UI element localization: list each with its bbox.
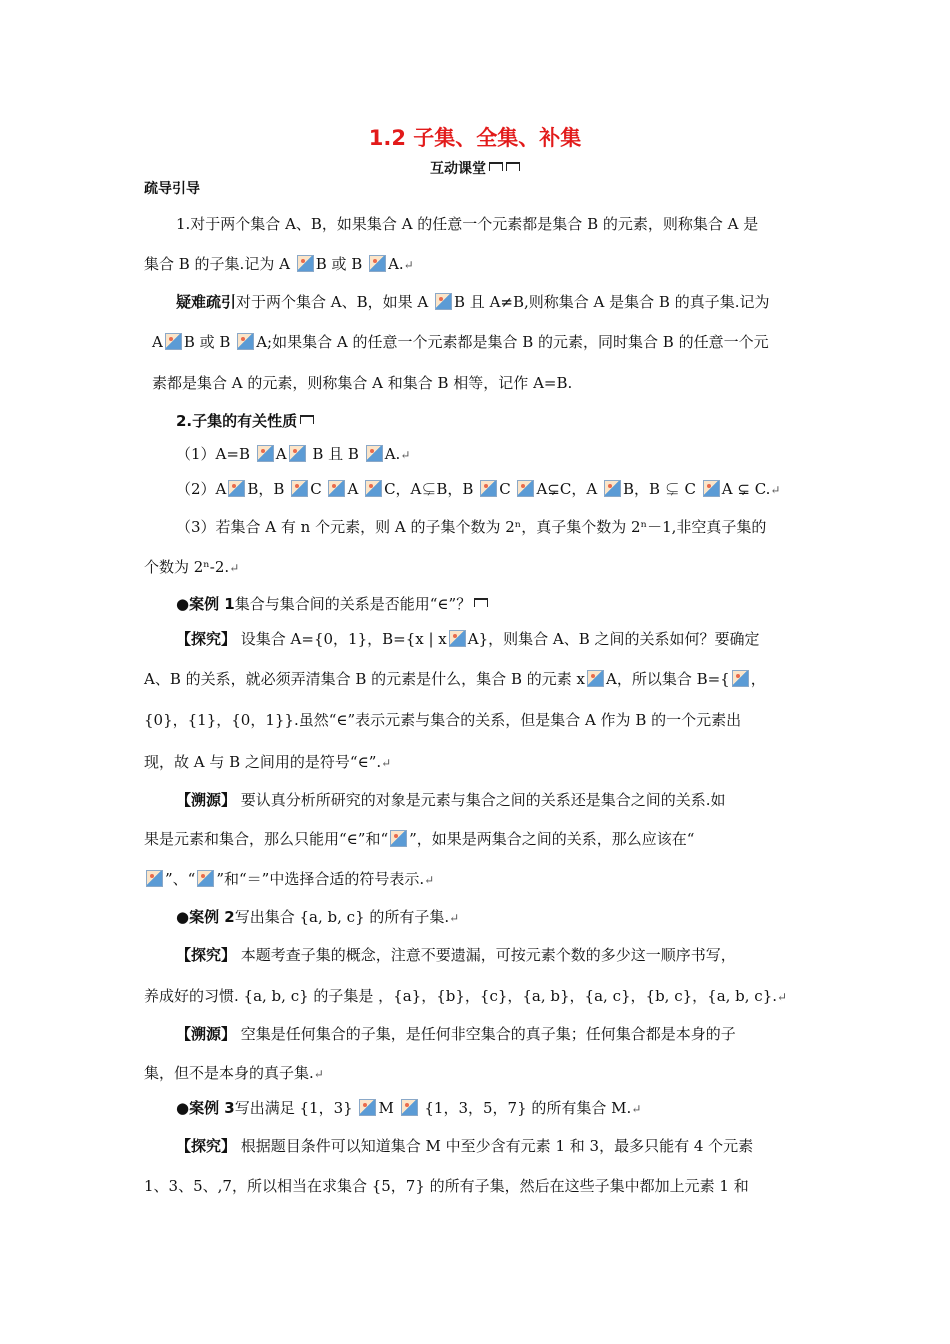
symbol-image-icon: [228, 480, 245, 497]
paragraph-line: 集，但不是本身的真子集.↵: [144, 1064, 324, 1082]
symbol-image-icon: [257, 445, 274, 462]
paragraph-line: {0}，{1}，{0，1}}.虽然“∈”表示元素与集合的关系，但是集合 A 作为 B 的一个元素出: [144, 711, 742, 729]
proper-subset-image-icon: [359, 1099, 376, 1116]
proper-subset-image-icon: [165, 333, 182, 350]
paragraph-line: 【探究】 本题考查子集的概念，注意不要遗漏，可按元素个数的多少这一顺序书写，: [176, 946, 736, 964]
symbol-image-icon: [390, 830, 407, 847]
paragraph-line: 【探究】 设集合 A={0，1}，B={x | x A}，则集合 A、B 之间的关系如何？要确定: [176, 630, 760, 648]
page-subtitle: 互动课堂: [0, 158, 950, 178]
subset-symbol-image-icon: [587, 670, 604, 687]
proper-superset-image-icon: [237, 333, 254, 350]
subset-symbol-image-icon: [401, 1099, 418, 1116]
paragraph-line: 果是元素和集合，那么只能用“∈”和“ ”，如果是两集合之间的关系，那么应该在“: [144, 830, 695, 848]
symbol-image-icon: [365, 480, 382, 497]
paragraph-line: 素都是集合 A 的元素，则称集合 A 和集合 B 相等，记作 A=B.: [152, 374, 573, 392]
property-line: （2）A B，B C A C，A⊊B，B C A⊊C，A B，B ⊊ C A ⊊ C.↵: [176, 480, 781, 498]
page-title: 1.2 子集、全集、补集: [368, 126, 582, 150]
symbol-image-icon: [366, 445, 383, 462]
symbol-image-icon: [703, 480, 720, 497]
return-mark-icon: [489, 162, 503, 171]
property-line: （1）A=B A B 且 B A.↵: [176, 445, 411, 463]
section-heading: 疏导引导: [144, 181, 200, 197]
paragraph-line: 【溯源】 要认真分析所研究的对象是元素与集合之间的关系还是集合之间的关系.如: [176, 791, 726, 809]
paragraph-line: ”、“ ”和“＝”中选择合适的符号表示.↵: [144, 868, 814, 891]
symbol-image-icon: [289, 445, 306, 462]
symbol-image-icon: [480, 480, 497, 497]
paragraph-line: 集合 B 的子集.记为 A B 或 B A.↵: [144, 255, 414, 273]
paragraph-line: 1.对于两个集合 A、B，如果集合 A 的任意一个元素都是集合 B 的元素，则称集合 A 是: [176, 215, 759, 233]
superset-symbol-image-icon: [369, 255, 386, 272]
return-mark-icon: [474, 598, 488, 607]
paragraph-line: A B 或 B A;如果集合 A 的任意一个元素都是集合 B 的元素，同时集合 B 的任意一个元: [152, 333, 769, 351]
subset-symbol-image-icon: [297, 255, 314, 272]
subset-symbol-image-icon: [435, 293, 452, 310]
paragraph-line: 疑难疏引对于两个集合 A、B，如果 A B 且 A≠B,则称集合 A 是集合 B 的真子集.记为: [176, 293, 770, 311]
paragraph-line: 1、3、5、,7，所以相当在求集合 {5，7} 的所有子集，然后在这些子集中都加上元素 1 和: [144, 1177, 749, 1195]
case-heading: ●案例 3写出满足 {1，3} M {1，3，5，7} 的所有集合 M.↵: [176, 1099, 642, 1117]
return-mark-icon: [506, 162, 520, 171]
symbol-image-icon: [146, 870, 163, 887]
paragraph-line: A、B 的关系，就必须弄清集合 B 的元素是什么，集合 B 的元素 x A，所以集合 B={ ，: [144, 670, 766, 688]
symbol-image-icon: [604, 480, 621, 497]
paragraph-line: 【溯源】 空集是任何集合的子集，是任何非空集合的真子集；任何集合都是本身的子: [176, 1025, 736, 1043]
symbol-image-icon: [328, 480, 345, 497]
paragraph-line: 【探究】 根据题目条件可以知道集合 M 中至少含有元素 1 和 3，最多只能有 4 个元素: [176, 1137, 754, 1155]
symbol-image-icon: [197, 870, 214, 887]
subheading: 2.子集的有关性质: [176, 410, 846, 432]
case-heading: ●案例 1集合与集合间的关系是否能用“∈”？: [176, 593, 846, 615]
element-symbol-image-icon: [449, 630, 466, 647]
paragraph-line: 养成好的习惯. {a, b, c} 的子集是 ，{a}，{b}，{c}，{a, b}，{a, c}，{b, c}，{a, b, c}.↵: [144, 987, 788, 1005]
paragraph-line: 现，故 A 与 B 之间用的是符号“∈”.↵: [144, 753, 392, 771]
paragraph-line: 个数为 2ⁿ-2.↵: [144, 558, 240, 576]
symbol-image-icon: [517, 480, 534, 497]
symbol-image-icon: [291, 480, 308, 497]
empty-set-image-icon: [732, 670, 749, 687]
return-mark-icon: [300, 415, 314, 424]
property-line: （3）若集合 A 有 n 个元素，则 A 的子集个数为 2ⁿ，真子集个数为 2ⁿ－1,非空真子集的: [176, 518, 767, 536]
case-heading: ●案例 2写出集合 {a, b, c} 的所有子集.↵: [176, 908, 460, 926]
